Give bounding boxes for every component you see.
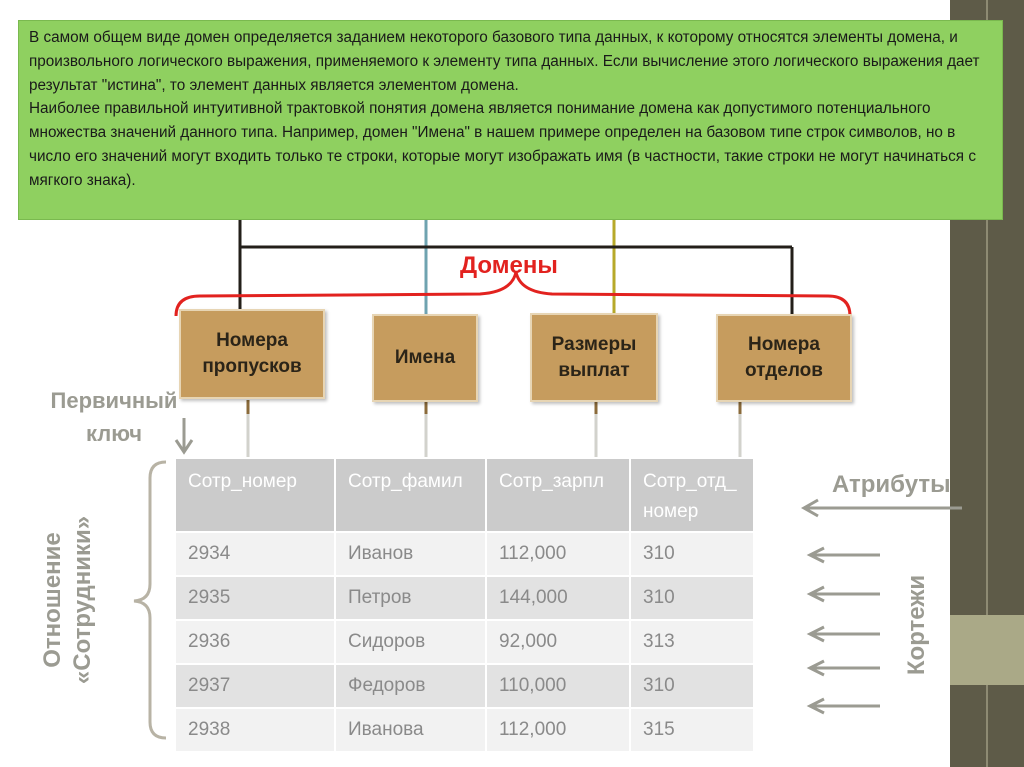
domain-label-line2: отделов <box>745 360 823 381</box>
domain-label-line2: выплат <box>558 359 630 381</box>
table-row <box>175 576 754 620</box>
table-cell: 310 <box>630 664 754 708</box>
table-row <box>175 532 754 576</box>
definition-paragraph-1: В самом общем виде домен определяется заданием некоторого базового типа данных, к которому относятся элементы домена, и произвольного логического выражения, применяемого к элементу типа данных. Если вычисление этого логического выражения дает результат "истина", то элемент данных является элементом домена. <box>29 29 980 94</box>
domains-title: Домены <box>460 252 558 279</box>
table-cell: 315 <box>630 708 754 752</box>
table-cell: 144,000 <box>486 576 630 620</box>
column-header: Сотр_отд_ номер <box>630 458 754 532</box>
table-cell: 2937 <box>175 664 335 708</box>
primary-key-line1: Первичный <box>50 388 178 413</box>
tuple-arrows <box>810 548 880 713</box>
attributes-label: Атрибуты <box>832 471 951 498</box>
primary-key-line2: ключ <box>86 421 142 446</box>
table-row <box>175 620 754 664</box>
relation-line2: «Сотрудники» <box>69 515 96 685</box>
tuples-label <box>895 565 939 685</box>
table-cell: 313 <box>630 620 754 664</box>
domain-label-line2: пропусков <box>202 356 302 377</box>
table-cell: Петров <box>335 576 486 620</box>
table-cell: 2934 <box>175 532 335 576</box>
domain-box-departments <box>716 314 852 402</box>
table-cell: Иванов <box>335 532 486 576</box>
table-header-row <box>175 458 754 532</box>
domain-box-pass-numbers <box>179 309 325 399</box>
table-cell: Иванова <box>335 708 486 752</box>
column-header: Сотр_номер <box>175 458 335 532</box>
domain-box-names <box>372 314 478 402</box>
table-cell: 110,000 <box>486 664 630 708</box>
table-cell: Федоров <box>335 664 486 708</box>
table-cell: 2935 <box>175 576 335 620</box>
column-header: Сотр_зарпл <box>486 458 630 532</box>
table-cell: 112,000 <box>486 532 630 576</box>
column-header: Сотр_фамил <box>335 458 486 532</box>
domain-label-line1: Номера <box>216 330 288 351</box>
domain-label-line1: Размеры <box>551 333 637 355</box>
primary-key-label <box>34 384 194 450</box>
table-cell: 112,000 <box>486 708 630 752</box>
domain-label-line1: Имена <box>394 347 456 368</box>
domain-box-payments <box>530 313 658 402</box>
table-cell: 310 <box>630 576 754 620</box>
definition-paragraph-2: Наиболее правильной интуитивной трактовкой понятия домена является понимание домена как допустимого потенциального множества значений данного типа. Например, домен "Имена" в нашем примере определен на базовом типе строк символов, но в число его значений могут входить только те строки, которые могут изображать имя (в частности, такие строки не могут начинаться с мягкого знака). <box>29 100 976 189</box>
table-cell: 2936 <box>175 620 335 664</box>
domain-label-line1: Номера <box>748 334 820 355</box>
employees-table <box>174 457 755 753</box>
relation-line1: Отношение <box>39 532 66 668</box>
table-cell: Сидоров <box>335 620 486 664</box>
definition-panel <box>18 20 1003 220</box>
relation-label <box>36 500 100 700</box>
tuples-text: Кортежи <box>903 574 930 676</box>
table-row <box>175 708 754 752</box>
relation-brace <box>134 462 166 738</box>
table-cell: 310 <box>630 532 754 576</box>
table-row <box>175 664 754 708</box>
table-cell: 92,000 <box>486 620 630 664</box>
table-cell: 2938 <box>175 708 335 752</box>
attributes-arrow <box>804 500 962 516</box>
